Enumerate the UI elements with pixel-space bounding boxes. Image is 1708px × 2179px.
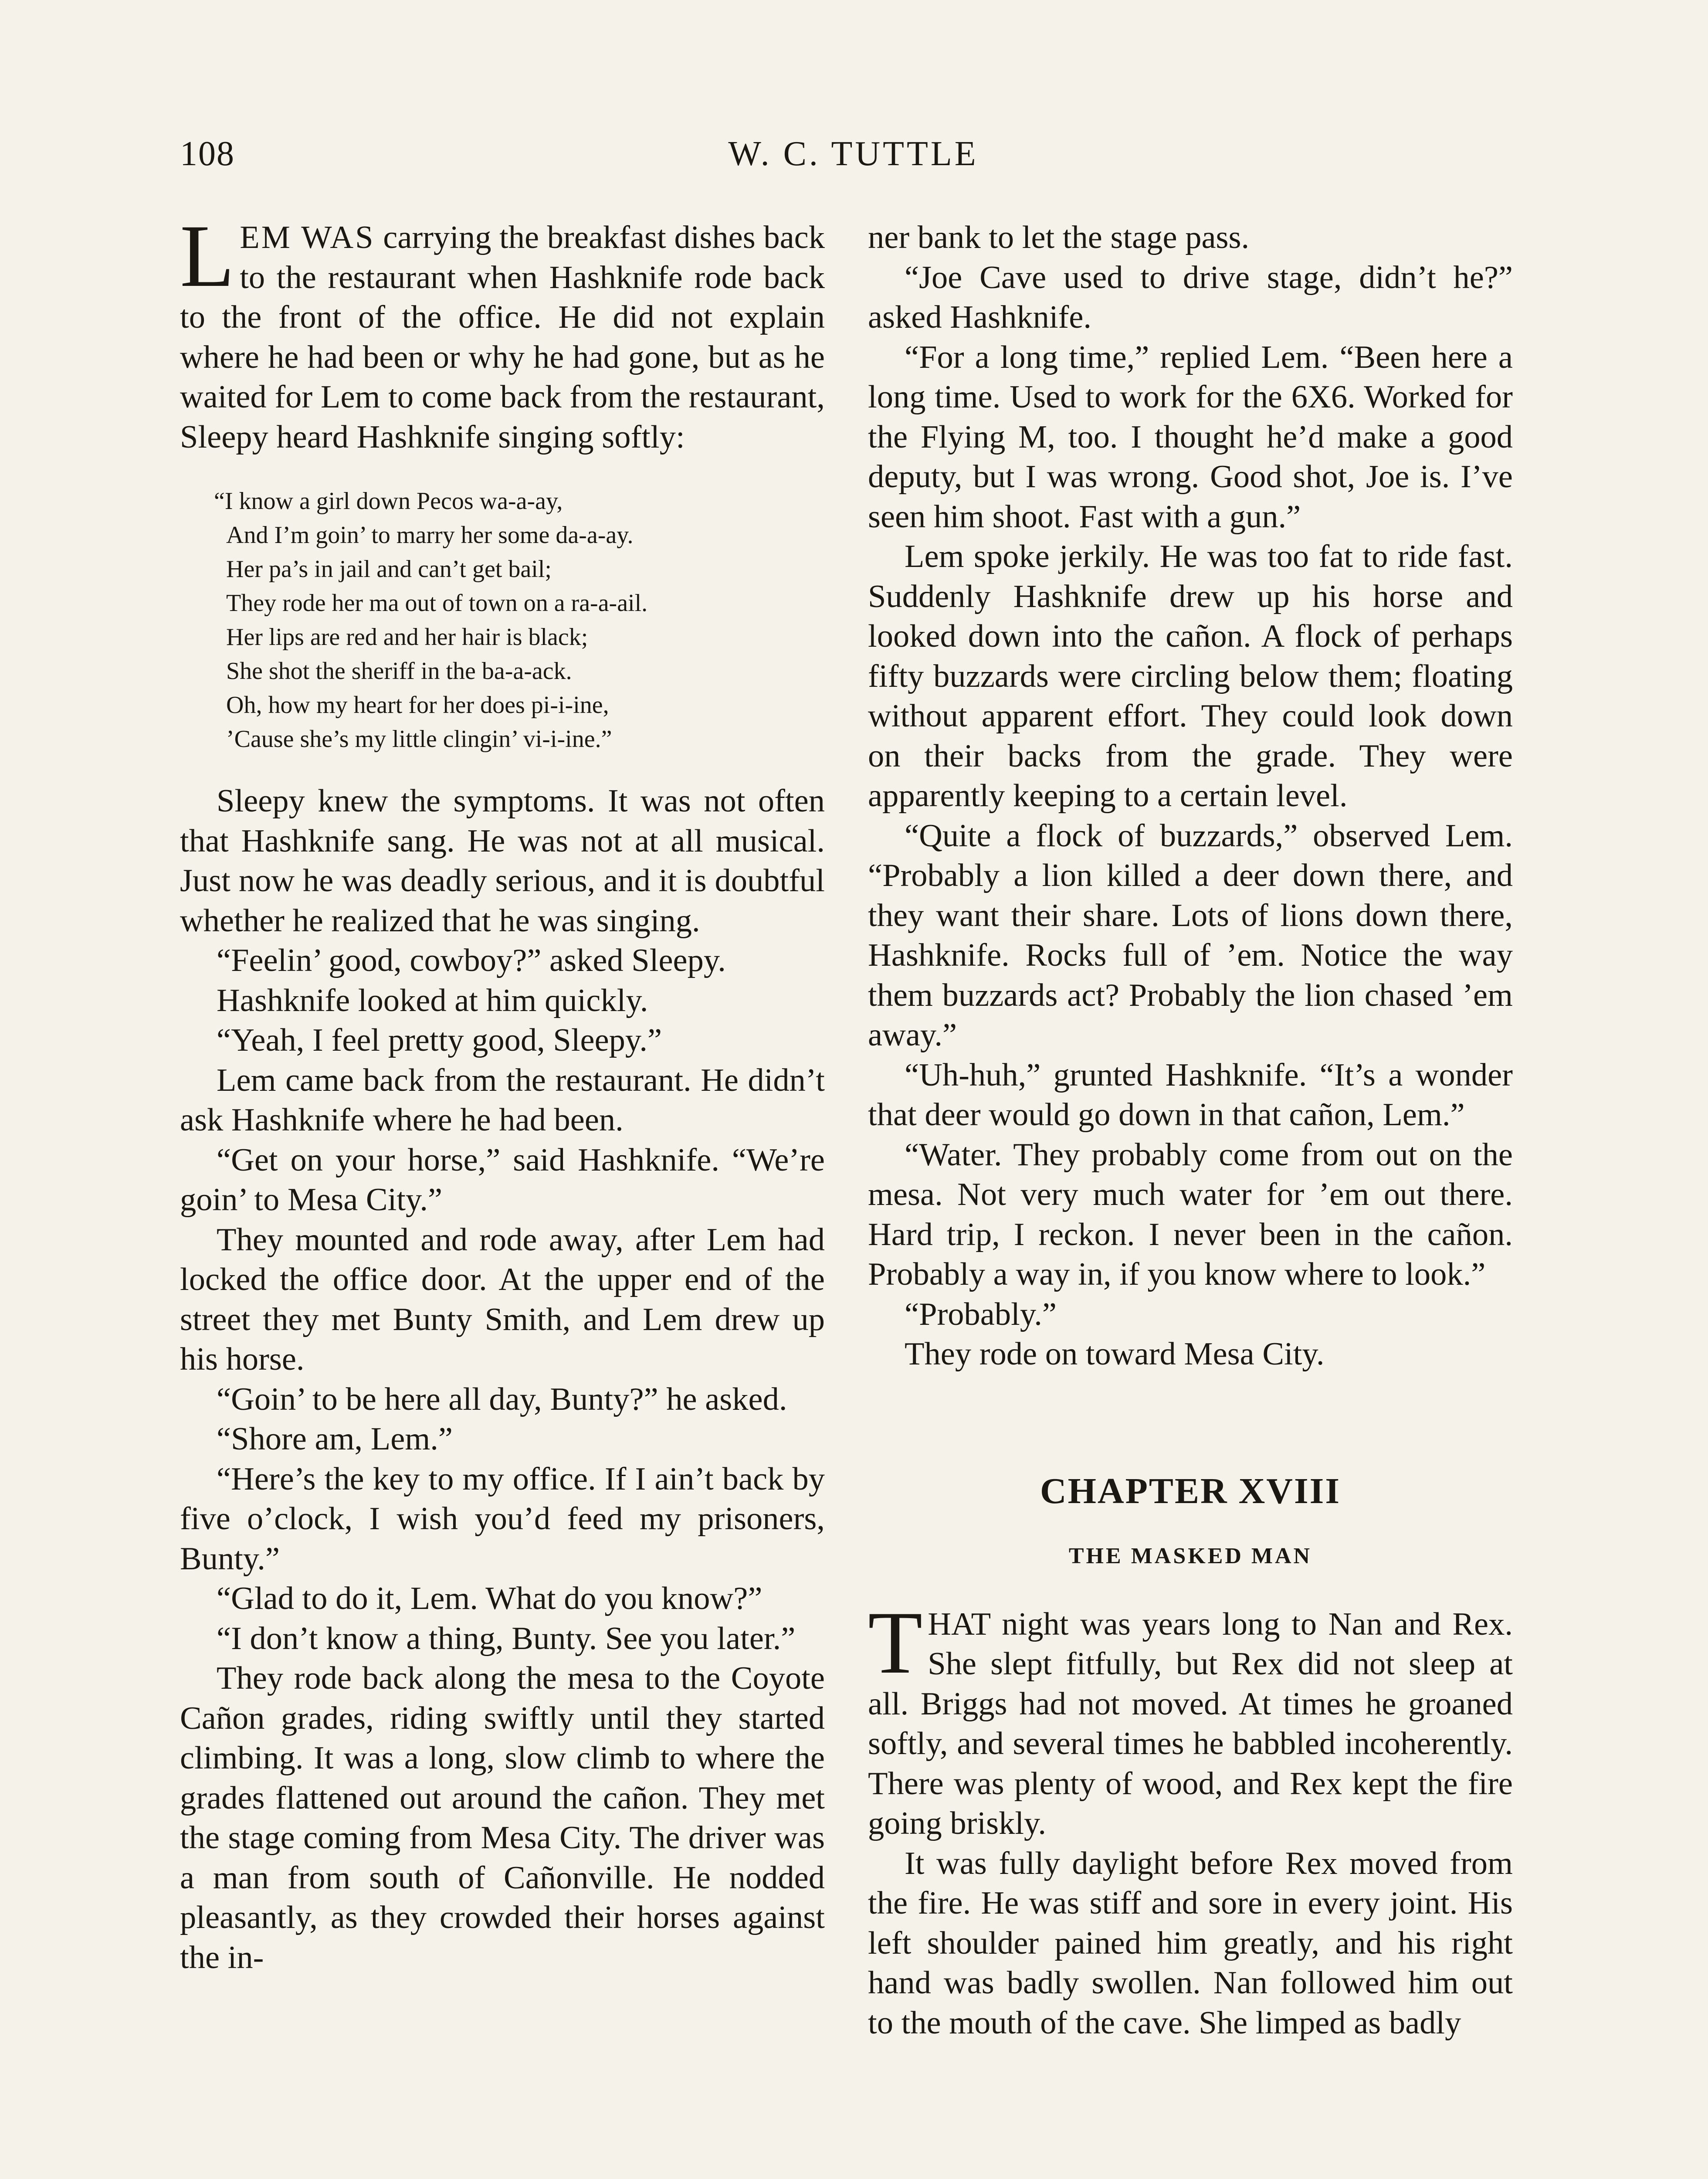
paragraph: “For a long time,” replied Lem. “Been here a long time. Used to work for the 6X6. Worked for the Flying M, too. I thought he’d make a good deputy, but I was wrong. Good shot, Joe is. I’ve seen him shoot. Fast with a gun.” (868, 339, 1513, 535)
paragraph: They rode on toward Mesa City. (905, 1336, 1325, 1372)
paragraph: They rode back along the mesa to the Coyote Cañon grades, riding swiftly until they started climbing. It was a long, slow climb to where the grades flattened out around the cañon. They met the stage coming from Mesa City. The driver was a man from south of Cañonville. He nodded pleasantly, as they crowded their horses against the in- (180, 1660, 825, 1975)
paragraph: “Feelin’ good, cowboy?” asked Sleepy. (217, 943, 726, 978)
verse-line: They rode her ma out of town on a ra-a-ail. (226, 590, 648, 617)
page-header (180, 134, 1527, 182)
verse-line: Her lips are red and her hair is black; (226, 624, 588, 651)
paragraph: “I don’t know a thing, Bunty. See you later.” (217, 1620, 796, 1656)
page-number: 108 (180, 135, 235, 173)
paragraph-text: night was years long to Nan and Rex. She slept fitfully, but Rex did not sleep at all. Briggs had not moved. At times he groaned softly, and several times he babbled incoherently. There was plenty of wood, and Rex kept the fire going briskly. (868, 1606, 1513, 1841)
paragraph: It was fully daylight before Rex moved from the fire. He was stiff and sore in every joint. His left shoulder pained him greatly, and his right hand was badly swollen. Nan followed him out to the mouth of the cave. She limped as badly (868, 1845, 1513, 2041)
drop-cap: T (868, 1593, 923, 1692)
paragraph: “Shore am, Lem.” (217, 1421, 453, 1457)
paragraph: “Uh-huh,” grunted Hashknife. “It’s a wonder that deer would go down in that cañon, Lem.” (868, 1057, 1513, 1133)
paragraph: Lem spoke jerkily. He was too fat to ride fast. Suddenly Hashknife drew up his horse and looked down into the cañon. A flock of perhaps fifty buzzards were circling below them; floating without apparent effort. They could look down on their backs from the grade. They were apparently keeping to a certain level. (868, 539, 1513, 814)
continued-paragraph: ner bank to let the stage pass. (868, 220, 1250, 255)
paragraph: Lem came back from the restaurant. He didn’t ask Hashknife where he had been. (180, 1062, 825, 1138)
paragraph: “Goin’ to be here all day, Bunty?” he asked. (217, 1381, 787, 1417)
lead-in: HAT (928, 1606, 990, 1642)
right-column (868, 218, 1513, 2043)
paragraph: “Glad to do it, Lem. What do you know?” (217, 1581, 762, 1616)
paragraph: “Water. They probably come from out on the mesa. Not very much water for ’em out there. Hard trip, I reckon. I never been in the cañon. Probably a way in, if you know where to look.” (868, 1137, 1513, 1292)
song-verse (214, 484, 825, 756)
verse-line: “I know a girl down Pecos wa-a-ay, (214, 488, 563, 515)
drop-cap: L (180, 207, 235, 305)
chapter-opening-paragraph (868, 1593, 1513, 1844)
running-head: W. C. TUTTLE (728, 135, 979, 173)
paragraph: “Joe Cave used to drive stage, didn’t he?” asked Hashknife. (868, 259, 1513, 335)
paragraph-text: carrying the breakfast dishes back to the restaurant when Hashknife rode back to the front of the office. He did not explain where he had been or why he had gone, but as he waited for Lem to come back from the restaurant, Sleepy heard Hashknife singing softly: (180, 220, 825, 455)
paragraph: “Quite a flock of buzzards,” observed Lem. “Probably a lion killed a deer down there, and they want their share. Lots of lions down there, Hashknife. Rocks full of ’em. Notice the way them buzzards act? Probably the lion chased ’em away.” (868, 818, 1513, 1053)
paragraph: “Here’s the key to my office. If I ain’t back by five o’clock, I wish you’d feed my prisoners, Bunty.” (180, 1461, 825, 1577)
opening-paragraph (180, 207, 825, 457)
chapter-subtitle: THE MASKED MAN (1068, 1543, 1312, 1568)
verse-line: She shot the sheriff in the ba-a-ack. (226, 658, 572, 685)
paragraph: Hashknife looked at him quickly. (217, 982, 648, 1018)
lead-in: EM WAS (240, 220, 375, 255)
verse-line: And I’m goin’ to marry her some da-a-ay. (226, 522, 634, 549)
left-column (180, 207, 825, 1978)
paragraph: “Probably.” (905, 1296, 1057, 1332)
paragraph: “Get on your horse,” said Hashknife. “We’re goin’ to Mesa City.” (180, 1142, 825, 1218)
paragraph: Sleepy knew the symptoms. It was not often that Hashknife sang. He was not at all musical. Just now he was deadly serious, and it is doubtful whether he realized that he was singing. (180, 783, 825, 939)
verse-line: Oh, how my heart for her does pi-i-ine, (226, 692, 609, 719)
chapter-heading: CHAPTER XVIII (1040, 1470, 1341, 1511)
paragraph: “Yeah, I feel pretty good, Sleepy.” (217, 1022, 662, 1058)
paragraph: They mounted and rode away, after Lem had locked the office door. At the upper end of the street they met Bunty Smith, and Lem drew up his horse. (180, 1222, 825, 1377)
verse-line: Her pa’s in jail and can’t get bail; (226, 556, 552, 583)
verse-line: ’Cause she’s my little clingin’ vi-i-ine.” (226, 726, 612, 753)
